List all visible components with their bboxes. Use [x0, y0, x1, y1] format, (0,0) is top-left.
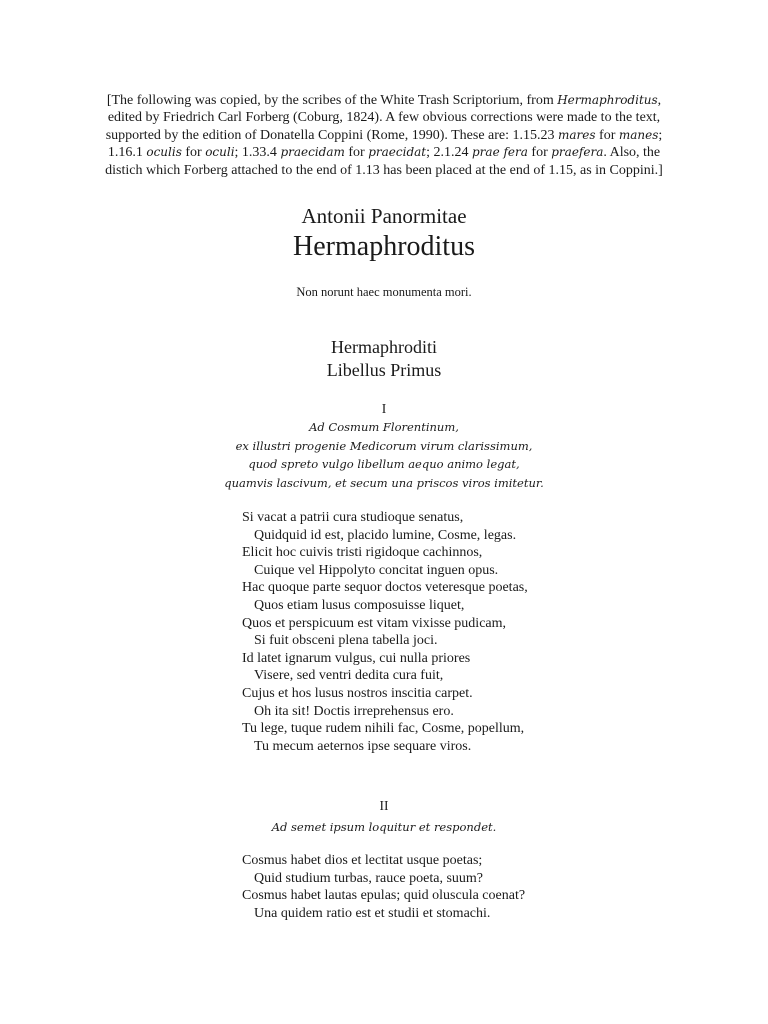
- verse-line: Quidquid id est, placido lumine, Cosme, legas.: [254, 527, 517, 543]
- book-heading-line-1: Hermaphroditi: [331, 337, 437, 357]
- verse-line: Cosmus habet lautas epulas; quid oluscula coenat?: [242, 888, 526, 904]
- verse-line: Tu mecum aeternos ipse sequare viros.: [254, 738, 472, 754]
- work-title: Hermaphroditus: [293, 231, 475, 262]
- verse-line: Quos et perspicuum est vitam vixisse pudicam,: [242, 615, 507, 631]
- verse-line: Quos etiam lusus composuisse liquet,: [254, 597, 465, 613]
- verse-line: Quid studium turbas, rauce poeta, suum?: [254, 870, 484, 886]
- verse-line: Cosmus habet dios et lectitat usque poetas;: [242, 853, 483, 868]
- verse-line: Elicit hoc cuivis tristi rigidoque cachinnos,: [242, 545, 483, 561]
- poem-2-numeral: II: [379, 798, 389, 813]
- dedication-line: Ad Cosmum Florentinum,: [309, 420, 459, 434]
- note-line-3: supported by the edition of Donatella Coppini (Rome, 1990). These are: 1.15.23 mares for manes;: [105, 127, 663, 143]
- verse-line: Cujus et hos lusus nostros inscitia carpet.: [242, 685, 473, 701]
- verse-line: Cuique vel Hippolyto concitat inguen opus.: [254, 562, 499, 578]
- book-heading-line-2: Libellus Primus: [326, 360, 442, 380]
- dedication-line: Ad semet ipsum loquitur et respondet.: [271, 820, 497, 834]
- editorial-note: [60, 92, 708, 179]
- poem-1-numeral: I: [381, 401, 387, 416]
- verse-line: Id latet ignarum vulgus, cui nulla priores: [242, 650, 471, 666]
- motto: Non norunt haec monumenta mori.: [296, 285, 472, 299]
- verse-line: Si vacat a patrii cura studioque senatus,: [242, 510, 464, 525]
- dedication-line: ex illustri progenie Medicorum virum clarissimum,: [235, 438, 533, 453]
- poem-1-verses: [242, 509, 528, 755]
- poem-2-dedication: [0, 818, 768, 837]
- author-name: Antonii Panormitae: [301, 204, 467, 228]
- note-line-2: edited by Friedrich Carl Forberg (Coburg, 1824). A few obvious corrections were made to the text,: [107, 110, 661, 126]
- verse-line: Tu lege, tuque rudem nihili fac, Cosme, popellum,: [242, 721, 525, 737]
- poem-1-dedication: [0, 418, 768, 492]
- dedication-line: quamvis lascivum, et secum una priscos viros imitetur.: [224, 475, 544, 490]
- verse-line: Hac quoque parte sequor doctos veteresque poetas,: [242, 580, 528, 596]
- dedication-line: quod spreto vulgo libellum aequo animo legat,: [248, 457, 520, 471]
- note-line-4: 1.16.1 oculis for oculi; 1.33.4 praecidam for praecidat; 2.1.24 prae fera for praefera. Also, the: [107, 145, 661, 161]
- verse-line: Si fuit obsceni plena tabella joci.: [254, 633, 438, 649]
- verse-line: Oh ita sit! Doctis irreprehensus ero.: [254, 703, 454, 719]
- poem-2-verses: [242, 852, 525, 922]
- verse-line: Una quidem ratio est et studii et stomachi.: [254, 905, 491, 921]
- verse-line: Visere, sed ventri dedita cura fuit,: [254, 668, 444, 684]
- note-line-5: distich which Forberg attached to the end of 1.13 has been placed at the end of 1.15, as in Coppini.]: [105, 162, 663, 178]
- note-line-1: [The following was copied, by the scribes of the White Trash Scriptorium, from Hermaphroditus,: [106, 93, 662, 108]
